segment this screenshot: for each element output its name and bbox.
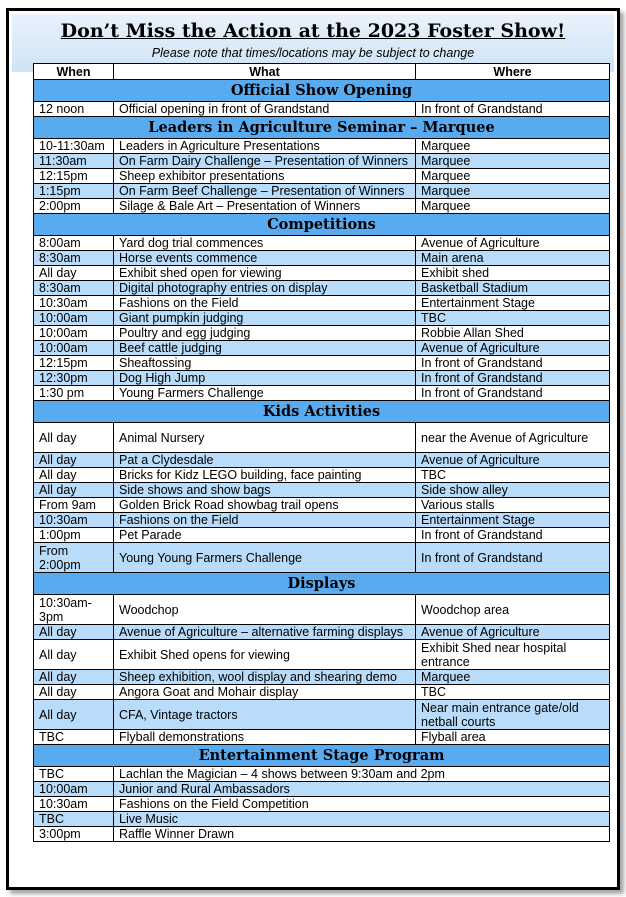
section-title: Leaders in Agriculture Seminar – Marquee [34,117,610,139]
cell-when: All day [34,453,114,468]
cell-when: All day [34,685,114,700]
table-row [34,700,610,730]
cell-what: Lachlan the Magician – 4 shows between 9:30am and 2pm [114,767,610,782]
table-row [34,326,610,341]
table-row [34,685,610,700]
table-row [34,730,610,745]
cell-what: Sheep exhibition, wool display and shearing demo [114,670,416,685]
cell-when: TBC [34,767,114,782]
table-row [34,296,610,311]
cell-what: Pat a Clydesdale [114,453,416,468]
cell-where: In front of Grandstand [416,528,610,543]
cell-what: Fashions on the Field [114,513,416,528]
cell-what: Sheep exhibitor presentations [114,169,416,184]
table-row [34,341,610,356]
section-title: Entertainment Stage Program [34,745,610,767]
cell-when: All day [34,423,114,453]
cell-when: 12:15pm [34,169,114,184]
cell-what: On Farm Dairy Challenge – Presentation of Winners [114,154,416,169]
cell-what: Fashions on the Field [114,296,416,311]
table-row [34,797,610,812]
section-header-row [34,214,610,236]
cell-what: Side shows and show bags [114,483,416,498]
cell-when: 8:30am [34,281,114,296]
cell-where: Basketball Stadium [416,281,610,296]
cell-what: On Farm Beef Challenge – Presentation of Winners [114,184,416,199]
cell-where: Main arena [416,251,610,266]
poster-subtitle: Please note that times/locations may be subject to change [151,46,475,60]
cell-where: Avenue of Agriculture [416,453,610,468]
table-row [34,169,610,184]
cell-when: 10:30am [34,797,114,812]
cell-what: Animal Nursery [114,423,416,453]
cell-where: In front of Grandstand [416,102,610,117]
table-row [34,498,610,513]
cell-what: Junior and Rural Ambassadors [114,782,610,797]
cell-where: Various stalls [416,498,610,513]
cell-when: TBC [34,812,114,827]
cell-when: 1:00pm [34,528,114,543]
table-row [34,640,610,670]
cell-what: Exhibit Shed opens for viewing [114,640,416,670]
cell-when: 12:15pm [34,356,114,371]
table-row [34,371,610,386]
cell-when: 3:00pm [34,827,114,842]
cell-where: Marquee [416,154,610,169]
cell-what: Bricks for Kidz LEGO building, face painting [114,468,416,483]
cell-where: In front of Grandstand [416,543,610,573]
table-row [34,386,610,401]
cell-what: Silage & Bale Art – Presentation of Winners [114,199,416,214]
table-row [34,154,610,169]
table-row [34,266,610,281]
table-row [34,595,610,625]
cell-what: Horse events commence [114,251,416,266]
cell-where: Exhibit Shed near hospital entrance [416,640,610,670]
table-row [34,356,610,371]
section-title: Competitions [34,214,610,236]
table-row [34,543,610,573]
table-row [34,453,610,468]
section-header-row [34,573,610,595]
cell-where: In front of Grandstand [416,371,610,386]
cell-when: 11:30am [34,154,114,169]
cell-when: 12 noon [34,102,114,117]
cell-where: TBC [416,685,610,700]
section-title: Kids Activities [34,401,610,423]
table-row [34,199,610,214]
cell-where: Marquee [416,184,610,199]
poster-title: Don’t Miss the Action at the 2023 Foster Show! [60,20,566,42]
cell-what: Digital photography entries on display [114,281,416,296]
cell-where: Flyball area [416,730,610,745]
cell-what: CFA, Vintage tractors [114,700,416,730]
column-header-when: When [34,64,114,80]
cell-when: 10:00am [34,326,114,341]
cell-what: Avenue of Agriculture – alternative farming displays [114,625,416,640]
cell-when: All day [34,483,114,498]
cell-what: Beef cattle judging [114,341,416,356]
cell-what: Woodchop [114,595,416,625]
cell-where: Side show alley [416,483,610,498]
cell-when: 8:30am [34,251,114,266]
cell-what: Young Farmers Challenge [114,386,416,401]
section-header-row [34,745,610,767]
cell-where: near the Avenue of Agriculture [416,423,610,453]
cell-when: All day [34,625,114,640]
cell-when: 10:00am [34,782,114,797]
table-row [34,281,610,296]
cell-what: Golden Brick Road showbag trail opens [114,498,416,513]
table-row [34,513,610,528]
section-title: Official Show Opening [34,80,610,102]
cell-where: Entertainment Stage [416,513,610,528]
cell-what: Young Young Farmers Challenge [114,543,416,573]
cell-when: 2:00pm [34,199,114,214]
cell-where: Marquee [416,670,610,685]
cell-where: Woodchop area [416,595,610,625]
cell-what: Exhibit shed open for viewing [114,266,416,281]
cell-what: Flyball demonstrations [114,730,416,745]
cell-what: Yard dog trial commences [114,236,416,251]
cell-where: Marquee [416,199,610,214]
cell-what: Official opening in front of Grandstand [114,102,416,117]
cell-when: 12:30pm [34,371,114,386]
cell-where: Avenue of Agriculture [416,236,610,251]
cell-when: 1:30 pm [34,386,114,401]
table-header-row [34,64,610,80]
cell-when: 10:30am [34,513,114,528]
table-row [34,767,610,782]
cell-what: Giant pumpkin judging [114,311,416,326]
cell-what: Poultry and egg judging [114,326,416,341]
table-row [34,236,610,251]
cell-when: From 2:00pm [34,543,114,573]
section-header-row [34,117,610,139]
cell-where: Near main entrance gate/old netball courts [416,700,610,730]
cell-where: TBC [416,311,610,326]
cell-what: Angora Goat and Mohair display [114,685,416,700]
cell-when: All day [34,670,114,685]
cell-where: In front of Grandstand [416,356,610,371]
cell-where: Avenue of Agriculture [416,341,610,356]
cell-where: In front of Grandstand [416,386,610,401]
cell-where: Entertainment Stage [416,296,610,311]
section-header-row [34,401,610,423]
cell-when: All day [34,266,114,281]
cell-when: From 9am [34,498,114,513]
cell-when: 10-11:30am [34,139,114,154]
cell-what: Sheaftossing [114,356,416,371]
cell-where: Marquee [416,139,610,154]
cell-when: 1:15pm [34,184,114,199]
cell-when: 10:00am [34,311,114,326]
cell-when: All day [34,640,114,670]
cell-when: All day [34,700,114,730]
table-row [34,311,610,326]
cell-what: Fashions on the Field Competition [114,797,610,812]
table-row [34,812,610,827]
table-row [34,625,610,640]
table-row [34,528,610,543]
cell-where: Marquee [416,169,610,184]
table-row [34,102,610,117]
table-row [34,670,610,685]
schedule-body [34,80,610,842]
section-header-row [34,80,610,102]
cell-when: 8:00am [34,236,114,251]
cell-when: All day [34,468,114,483]
cell-what: Pet Parade [114,528,416,543]
cell-what: Live Music [114,812,610,827]
cell-where: TBC [416,468,610,483]
table-row [34,483,610,498]
column-header-where: Where [416,64,610,80]
table-row [34,184,610,199]
cell-what: Leaders in Agriculture Presentations [114,139,416,154]
table-row [34,782,610,797]
cell-when: TBC [34,730,114,745]
cell-what: Dog High Jump [114,371,416,386]
table-row [34,251,610,266]
section-title: Displays [34,573,610,595]
schedule-table [33,63,610,842]
table-row [34,139,610,154]
table-row [34,827,610,842]
cell-when: 10:00am [34,341,114,356]
table-row [34,423,610,453]
table-row [34,468,610,483]
cell-where: Robbie Allan Shed [416,326,610,341]
column-header-what: What [114,64,416,80]
cell-when: 10:30am-3pm [34,595,114,625]
cell-when: 10:30am [34,296,114,311]
cell-what: Raffle Winner Drawn [114,827,610,842]
cell-where: Exhibit shed [416,266,610,281]
cell-where: Avenue of Agriculture [416,625,610,640]
